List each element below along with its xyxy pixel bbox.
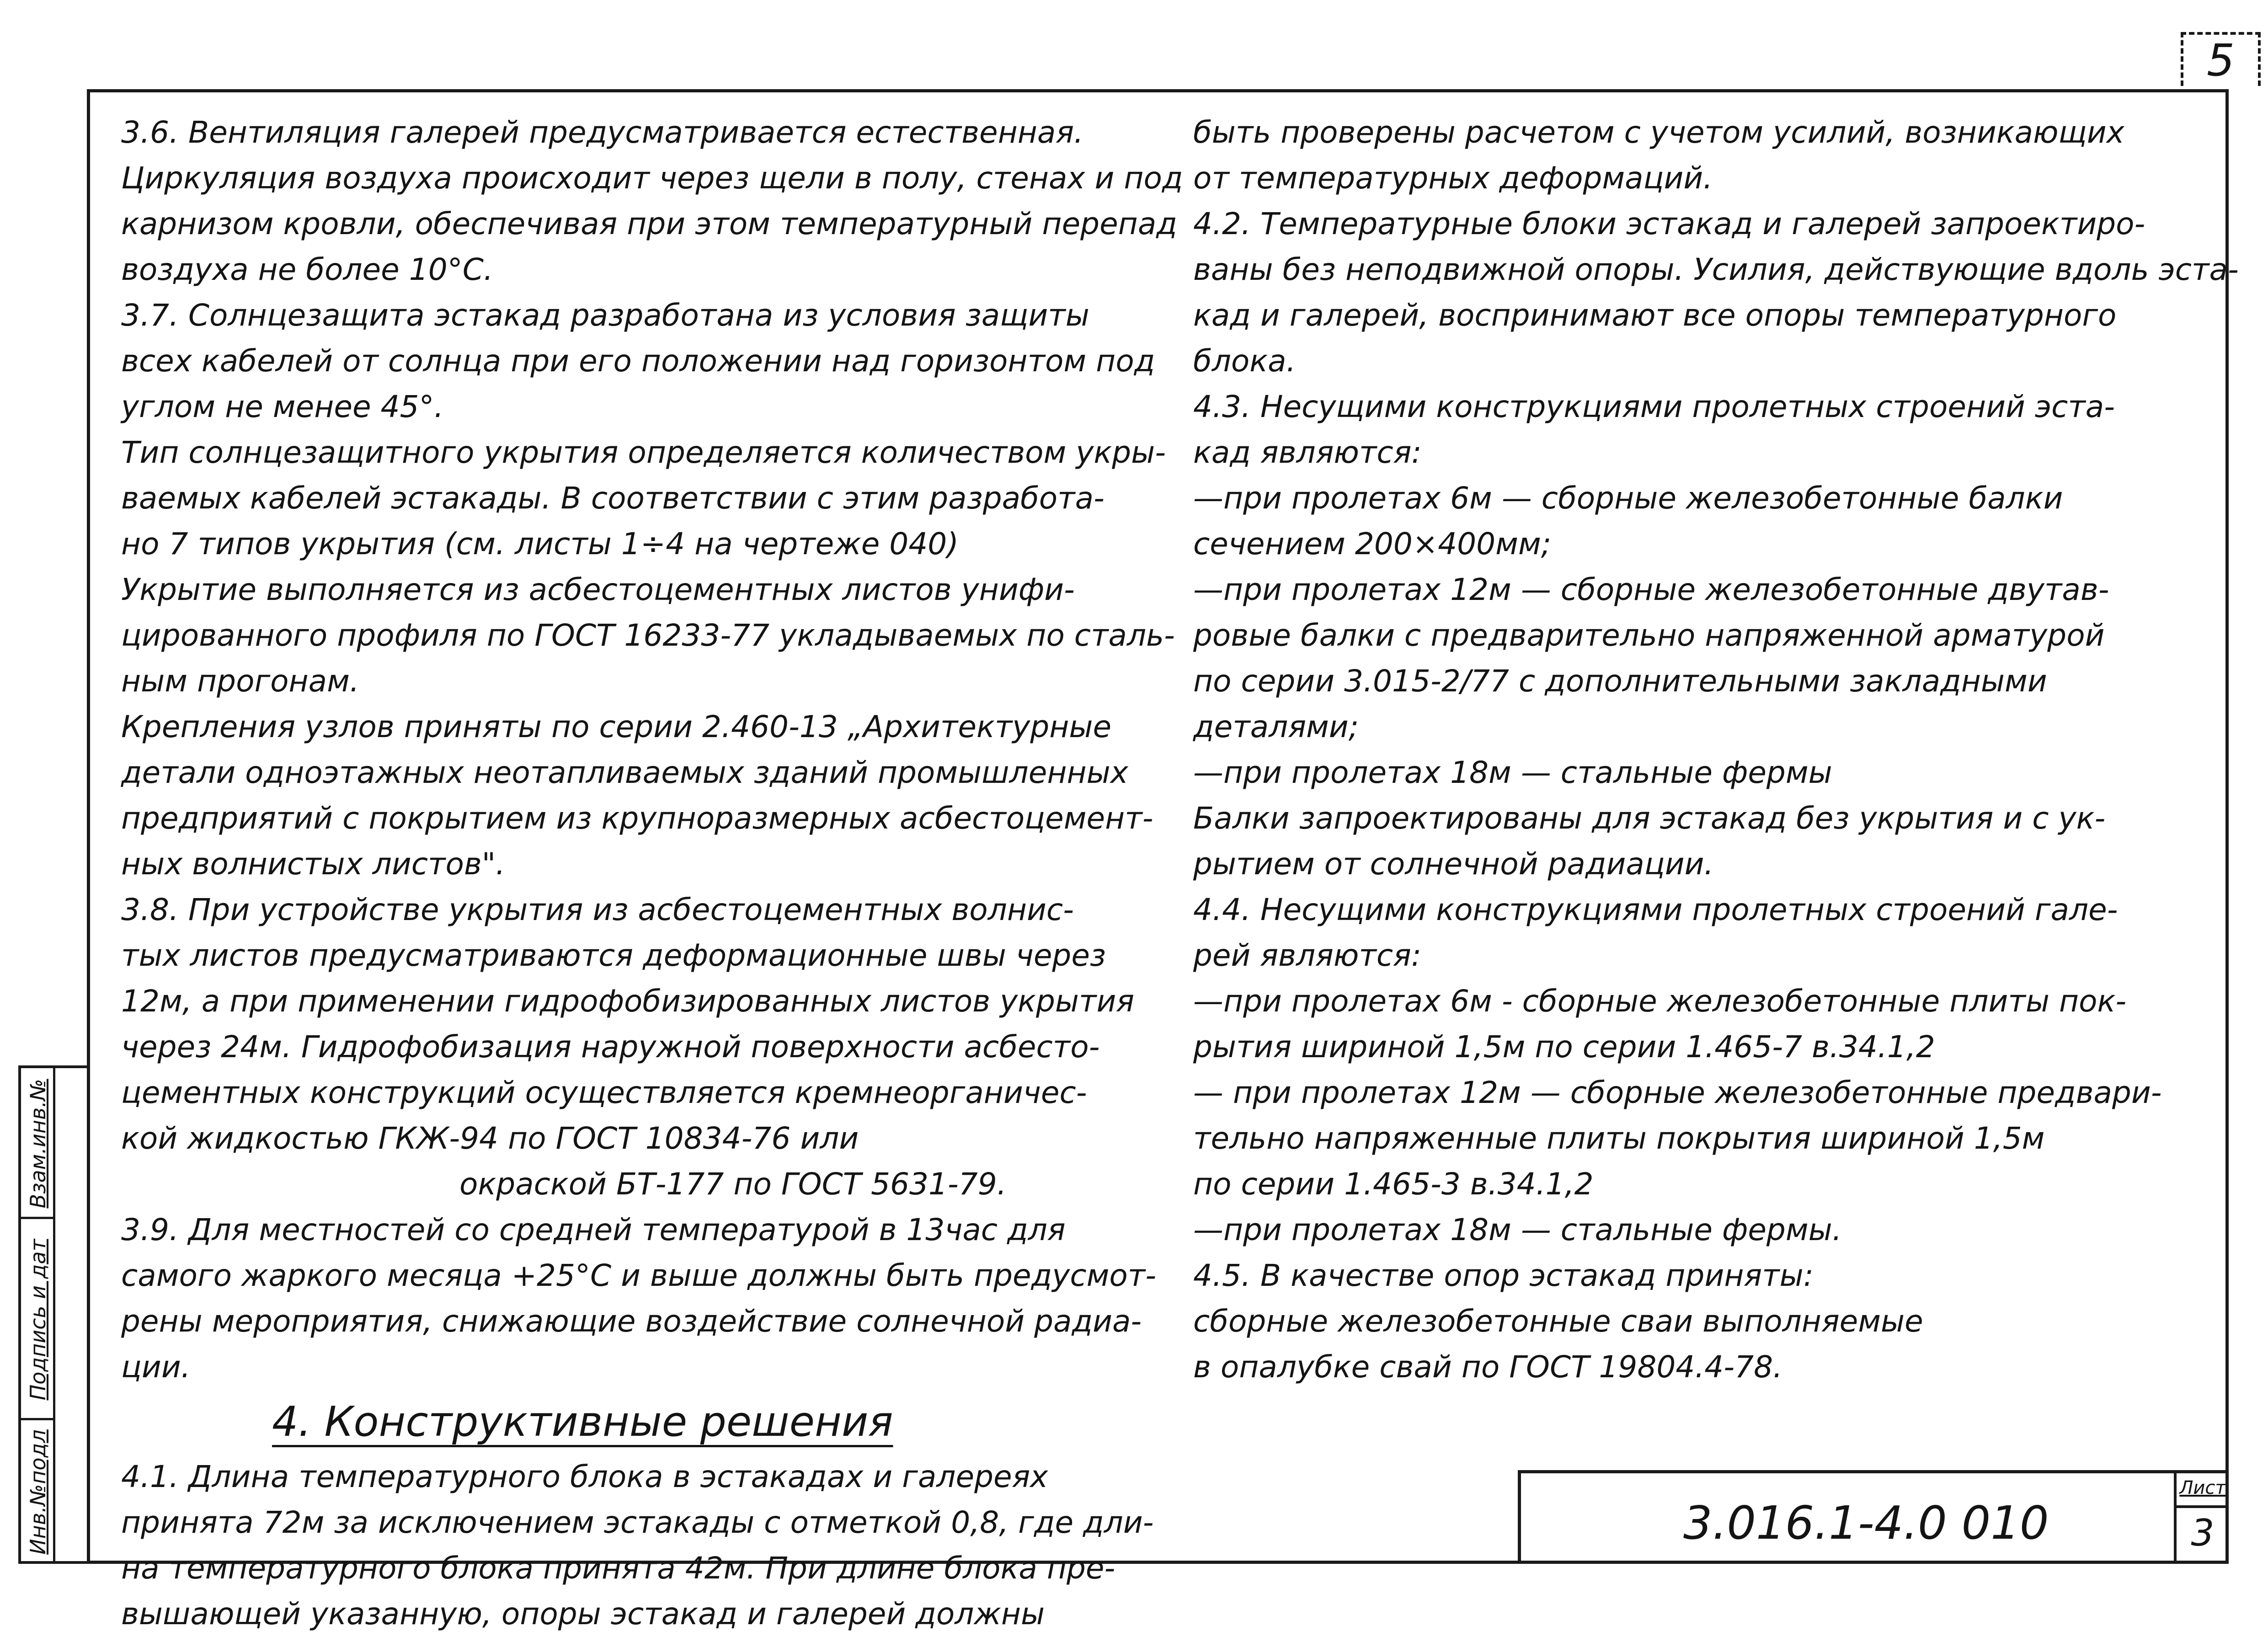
text-line: воздуха не более 10°С. bbox=[121, 252, 493, 287]
text-line: принята 72м за исключением эстакады с отметкой 0,8, где дли- bbox=[121, 1505, 1154, 1540]
text-line: быть проверены расчетом с учетом усилий, возникающих bbox=[1193, 115, 2124, 150]
side-stamp bbox=[18, 1065, 87, 1564]
text-line: ции. bbox=[121, 1349, 191, 1385]
text-line: ным прогонам. bbox=[121, 663, 359, 699]
inv-no-cell bbox=[21, 1420, 55, 1564]
sheet-box bbox=[2174, 1473, 2229, 1564]
replaced-inv-label: Взам.инв.№ bbox=[26, 1079, 50, 1209]
text-line: рытием от солнечной радиации. bbox=[1193, 846, 1714, 882]
text-line: через 24м. Гидрофобизация наружной поверхности асбесто- bbox=[121, 1029, 1100, 1065]
text-line: —при пролетах 6м — сборные железобетонные балки bbox=[1193, 481, 2063, 516]
text-line: 4.1. Длина температурного блока в эстакадах и галереях bbox=[121, 1459, 1048, 1494]
text-line: всех кабелей от солнца при его положении над горизонтом под bbox=[121, 343, 1155, 379]
text-line: Балки запроектированы для эстакад без укрытия и с ук- bbox=[1193, 801, 2106, 836]
text-line: Крепления узлов приняты по серии 2.460-13 „Архитектурные bbox=[121, 709, 1112, 744]
text-line: тых листов предусматриваются деформационные швы через bbox=[121, 938, 1106, 973]
text-line: сечением 200×400мм; bbox=[1193, 526, 1551, 562]
text-line: Циркуляция воздуха происходит через щели в полу, стенах и под bbox=[121, 160, 1183, 196]
text-line: по серии 3.015-2/77 с дополнительными закладными bbox=[1193, 663, 2047, 699]
right-text-column bbox=[1193, 110, 2245, 1390]
document-code: 3.016.1-4.0 010 bbox=[1683, 1496, 2049, 1550]
text-line: —при пролетах 18м — стальные фермы. bbox=[1193, 1212, 1842, 1247]
text-line: 3.9. Для местностей со средней температурой в 13час для bbox=[121, 1212, 1066, 1247]
text-line: но 7 типов укрытия (см. листы 1÷4 на чертеже 040) bbox=[121, 526, 959, 562]
text-line: Укрытие выполняется из асбестоцементных листов унифи- bbox=[121, 572, 1075, 607]
text-line: —при пролетах 6м - сборные железобетонные плиты пок- bbox=[1193, 984, 2127, 1019]
text-line: на температурного блока принята 42м. При длине блока пре- bbox=[121, 1551, 1115, 1586]
text-line: углом не менее 45°. bbox=[121, 389, 444, 424]
text-line: в опалубке свай по ГОСТ 19804.4-78. bbox=[1193, 1349, 1783, 1385]
text-line: ных волнистых листов". bbox=[121, 846, 506, 882]
sheet-number: 3 bbox=[2191, 1512, 2215, 1554]
text-line: детали одноэтажных неотапливаемых зданий промышленных bbox=[121, 755, 1128, 790]
text-line: по серии 1.465-3 в.34.1,2 bbox=[1193, 1166, 1594, 1202]
text-line: кад являются: bbox=[1193, 435, 1422, 470]
text-line: рены мероприятия, снижающие воздействие солнечной радиа- bbox=[121, 1304, 1142, 1339]
left-text-column bbox=[121, 110, 1183, 1637]
text-line: самого жаркого месяца +25°С и выше должны быть предусмот- bbox=[121, 1258, 1157, 1293]
text-line: ваны без неподвижной опоры. Усилия, действующие вдоль эста- bbox=[1193, 252, 2239, 287]
text-line: от температурных деформаций. bbox=[1193, 160, 1713, 196]
text-line: цированного профиля по ГОСТ 16233-77 укладываемых по сталь- bbox=[121, 618, 1175, 653]
text-line: рей являются: bbox=[1193, 938, 1422, 973]
text-line: окраской БТ-177 по ГОСТ 5631-79. bbox=[459, 1166, 1007, 1202]
text-line: 4.5. В качестве опор эстакад приняты: bbox=[1193, 1258, 1814, 1293]
text-line: 4.2. Температурные блоки эстакад и галерей запроектиро- bbox=[1193, 206, 2145, 241]
text-line: —при пролетах 18м — стальные фермы bbox=[1193, 755, 1832, 790]
text-line: ваемых кабелей эстакады. В соответствии с этим разработа- bbox=[121, 481, 1105, 516]
text-line: цементных конструкций осуществляется кремнеорганичес- bbox=[121, 1075, 1087, 1110]
text-line: кад и галерей, воспринимают все опоры температурного bbox=[1193, 298, 2117, 333]
text-line: 12м, а при применении гидрофобизированных листов укрытия bbox=[121, 984, 1135, 1019]
text-line: вышающей указанную, опоры эстакад и галерей должны bbox=[121, 1596, 1045, 1632]
text-line: деталями; bbox=[1193, 709, 1359, 744]
text-line: сборные железобетонные сваи выполняемые bbox=[1193, 1304, 1923, 1339]
text-line: —при пролетах 12м — сборные железобетонные двутав- bbox=[1193, 572, 2109, 607]
corner-page-mark: 5 bbox=[2181, 32, 2261, 86]
text-line: тельно напряженные плиты покрытия шириной 1,5м bbox=[1193, 1121, 2045, 1156]
text-line: 3.6. Вентиляция галерей предусматривается естественная. bbox=[121, 115, 1084, 150]
inv-no-label: Инв.№подл bbox=[26, 1429, 50, 1555]
replaced-inv-cell bbox=[21, 1068, 55, 1219]
signature-date-cell bbox=[21, 1219, 55, 1420]
text-line: карнизом кровли, обеспечивая при этом температурный перепад bbox=[121, 206, 1177, 241]
text-line: 4.3. Несущими конструкциями пролетных строений эста- bbox=[1193, 389, 2115, 424]
text-line: — при пролетах 12м — сборные железобетонные предвари- bbox=[1193, 1075, 2162, 1110]
text-line: 3.8. При устройстве укрытия из асбестоцементных волнис- bbox=[121, 892, 1074, 927]
text-line: 4.4. Несущими конструкциями пролетных строений гале- bbox=[1193, 892, 2118, 927]
text-line: 3.7. Солнцезащита эстакад разработана из условия защиты bbox=[121, 298, 1089, 333]
text-line: рытия шириной 1,5м по серии 1.465-7 в.34.1,2 bbox=[1193, 1029, 1935, 1065]
text-line: ровые балки с предварительно напряженной арматурой bbox=[1193, 618, 2105, 653]
signature-date-label: Подпись и дат bbox=[26, 1239, 50, 1401]
section-heading: 4. Конструктивные решения bbox=[272, 1398, 893, 1446]
text-line: Тип солнцезащитного укрытия определяется количеством укры- bbox=[121, 435, 1166, 470]
text-line: предприятий с покрытием из крупноразмерных асбестоцемент- bbox=[121, 801, 1153, 836]
title-block bbox=[1518, 1470, 2229, 1564]
sheet-label: Лист bbox=[2177, 1473, 2229, 1508]
text-line: блока. bbox=[1193, 343, 1296, 379]
text-line: кой жидкостью ГКЖ-94 по ГОСТ 10834-76 или bbox=[121, 1121, 859, 1156]
